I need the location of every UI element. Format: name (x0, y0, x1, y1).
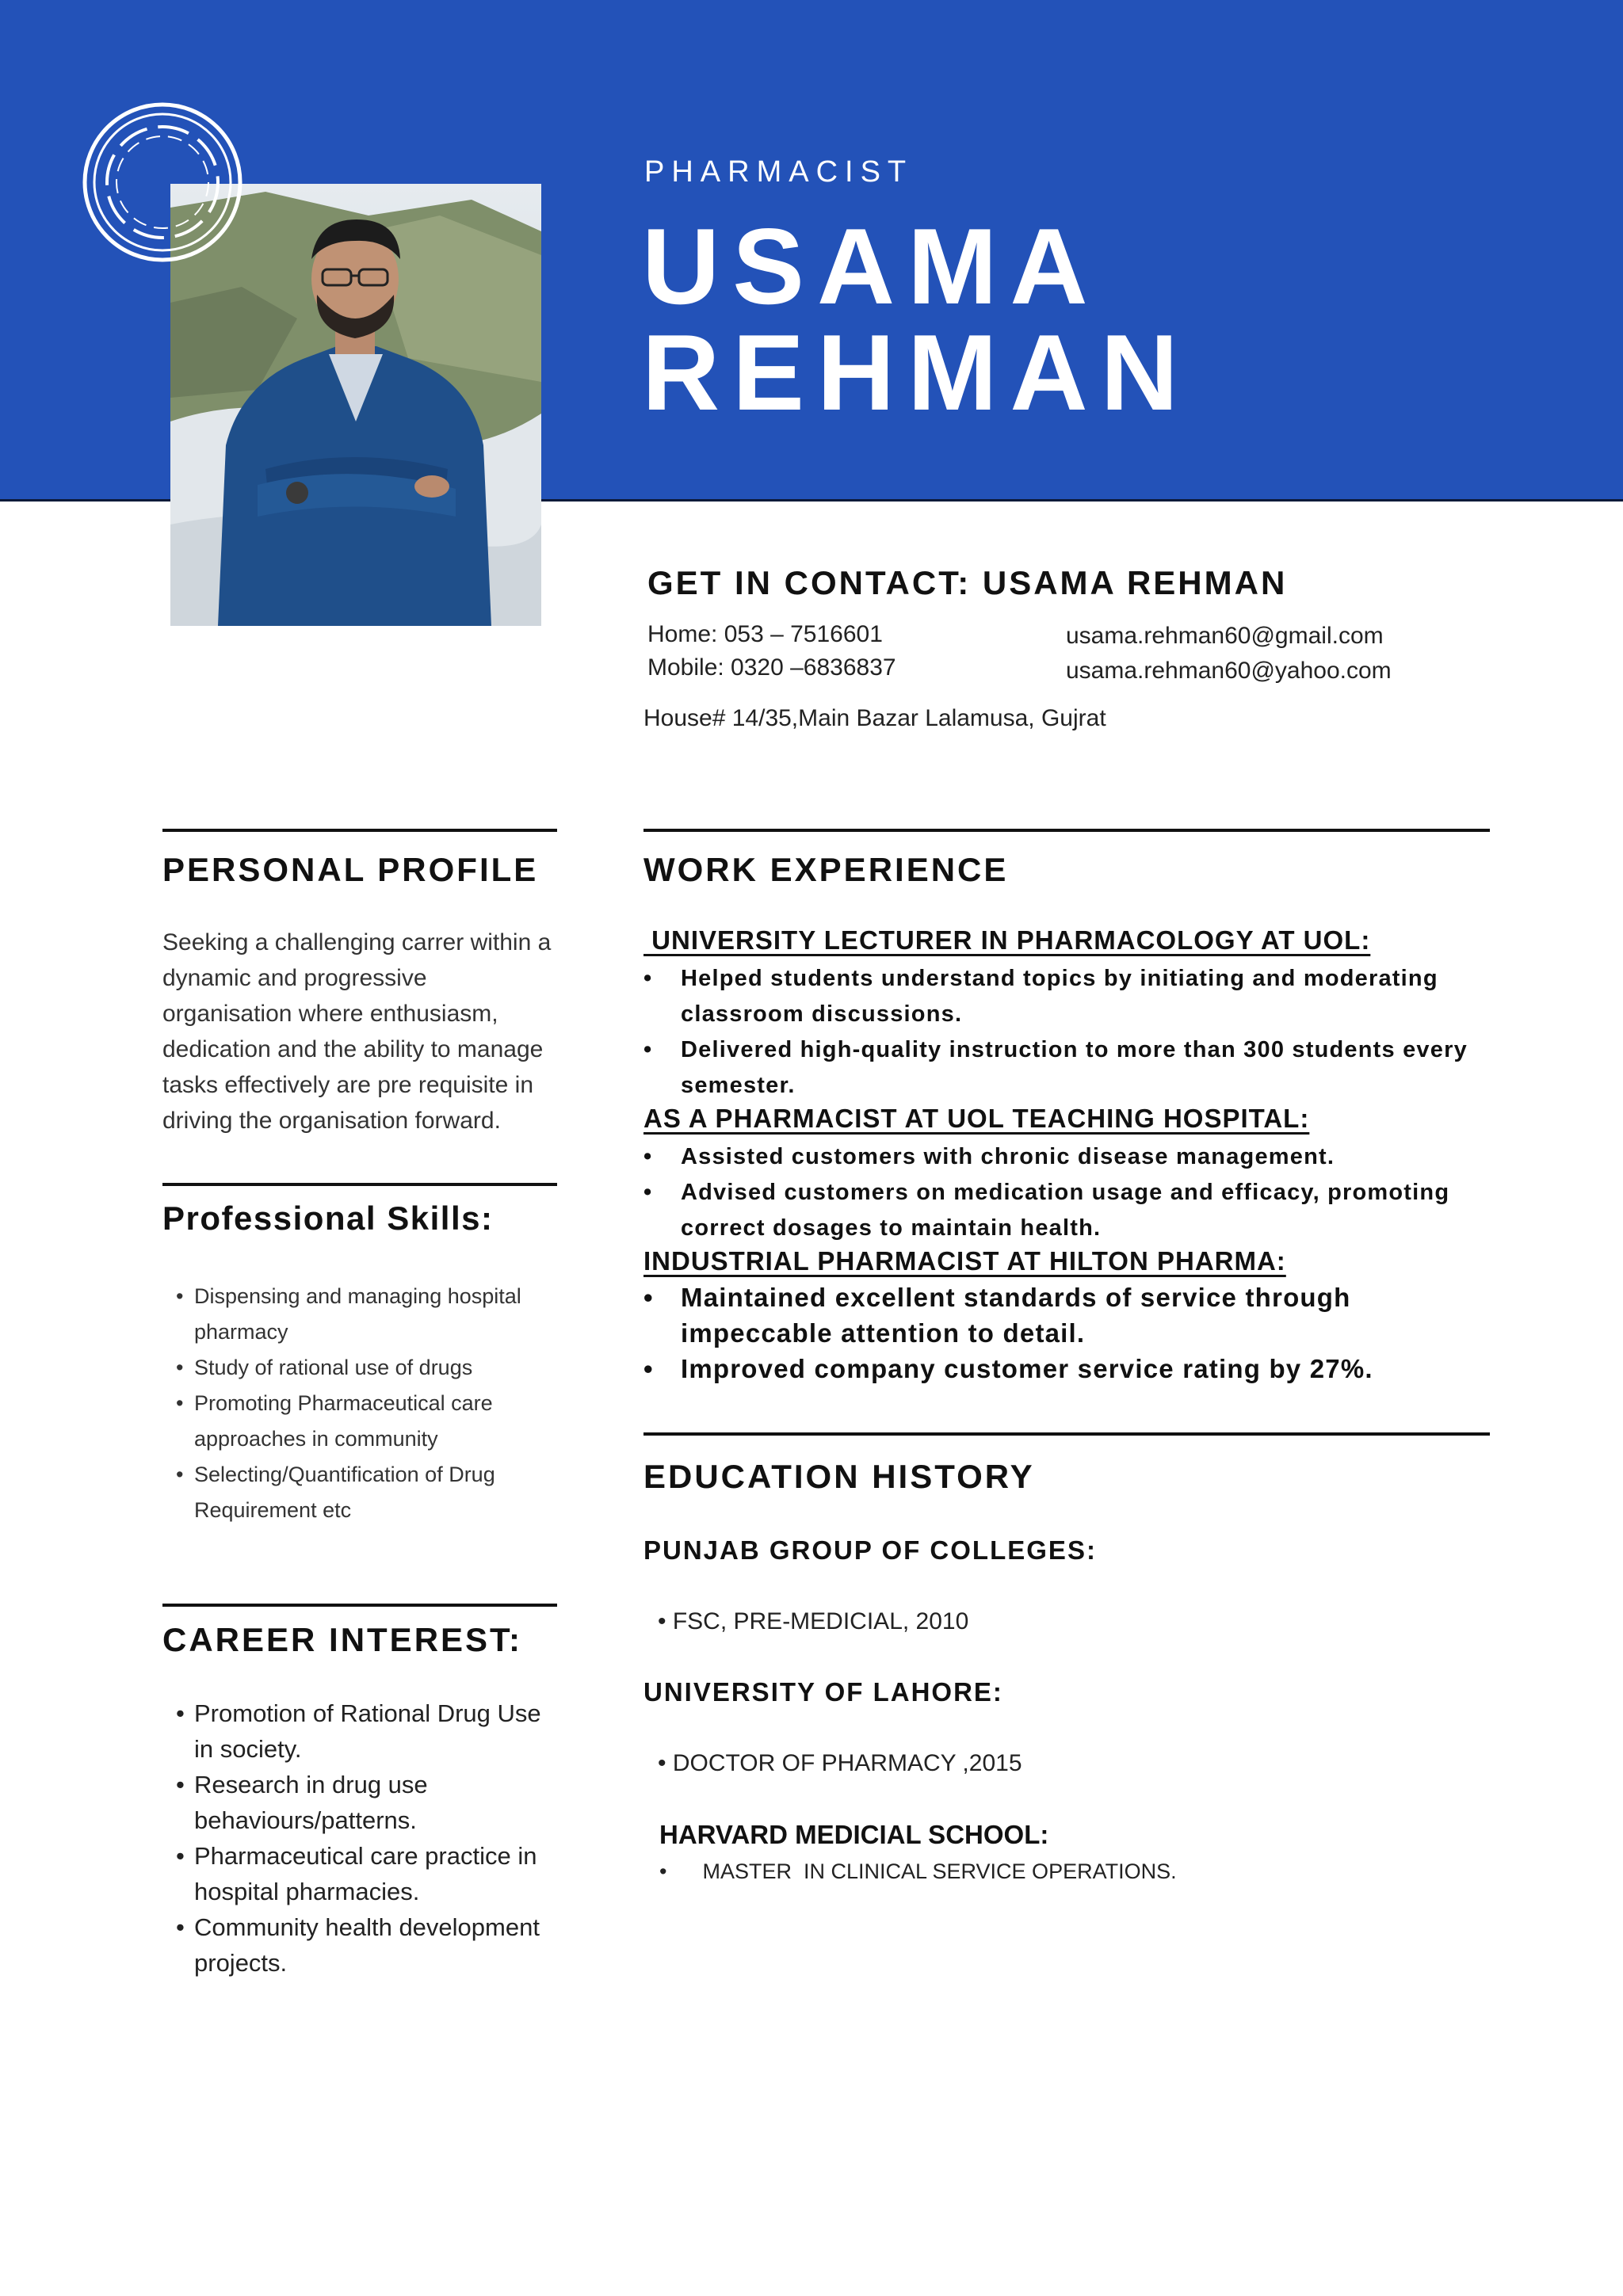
list-item: • Improved company customer service rating by 27%. (643, 1351, 1436, 1386)
list-item: • Helped students understand topics by initiating and moderating classroom discussions. (643, 961, 1484, 1032)
email-yahoo[interactable]: usama.rehman60@yahoo.com (1066, 658, 1392, 684)
skills-list (162, 1279, 559, 1528)
address: House# 14/35,Main Bazar Lalamusa, Gujrat (643, 705, 1106, 731)
skills-title: Professional Skills: (162, 1199, 494, 1237)
edu-item-harvard: • MASTER IN CLINICAL SERVICE OPERATIONS. (659, 1859, 1177, 1883)
list-item: • Promoting Pharmaceutical care approaches in community (162, 1386, 559, 1457)
skills-divider (162, 1183, 557, 1186)
list-item: • Assisted customers with chronic disease management. (643, 1139, 1484, 1175)
list-item: • Advised customers on medication usage and efficacy, promoting correct dosages to maintain health. (643, 1175, 1484, 1246)
education-title: EDUCATION HISTORY (643, 1458, 1035, 1495)
list-item: • Pharmaceutical care practice in hospital pharmacies. (162, 1838, 559, 1909)
profile-text: Seeking a challenging carrer within a dynamic and progressive organisation where enthusiasm, dedication and the ability to manage tasks effectively are pre requisite in driving the organisation forward. (162, 929, 552, 1134)
list-item: • Delivered high-quality instruction to more than 300 students every semester. (643, 1032, 1484, 1104)
profile-divider (162, 829, 557, 832)
list-item: • Maintained excellent standards of service through impeccable attention to detail. (643, 1280, 1436, 1351)
edu-school-harvard: HARVARD MEDICIAL SCHOOL: (659, 1820, 1049, 1849)
education-divider (643, 1432, 1490, 1436)
job-heading-industrial: INDUSTRIAL PHARMACIST AT HILTON PHARMA: (643, 1246, 1286, 1276)
career-divider (162, 1604, 557, 1607)
first-name: USAMA (642, 206, 1101, 326)
job-heading-lecturer: UNIVERSITY LECTURER IN PHARMACOLOGY AT UOL: (643, 925, 1371, 955)
job-bullets-pharmacist (643, 1139, 1484, 1246)
list-item: • Selecting/Quantification of Drug Requirement etc (162, 1457, 559, 1528)
profile-title: PERSONAL PROFILE (162, 851, 539, 888)
job-title: PHARMACIST (644, 155, 914, 189)
career-list (162, 1695, 559, 1981)
work-divider (643, 829, 1490, 832)
email-gmail[interactable]: usama.rehman60@gmail.com (1066, 623, 1384, 649)
job-bullets-industrial (643, 1280, 1436, 1386)
edu-item-punjab: • FSC, PRE-MEDICIAL, 2010 (658, 1608, 969, 1634)
career-title: CAREER INTEREST: (162, 1621, 523, 1658)
work-title: WORK EXPERIENCE (643, 851, 1009, 888)
edu-school-punjab: PUNJAB GROUP OF COLLEGES: (643, 1535, 1097, 1565)
job-bullets-lecturer (643, 961, 1484, 1104)
job-heading-pharmacist: AS A PHARMACIST AT UOL TEACHING HOSPITAL: (643, 1104, 1310, 1133)
edu-item-lahore: • DOCTOR OF PHARMACY ,2015 (658, 1750, 1022, 1776)
list-item: • Promotion of Rational Drug Use in society. (162, 1695, 559, 1767)
contact-heading: GET IN CONTACT: USAMA REHMAN (647, 564, 1288, 601)
last-name: REHMAN (642, 312, 1191, 433)
list-item: • Dispensing and managing hospital pharmacy (162, 1279, 559, 1350)
list-item: • Research in drug use behaviours/patterns. (162, 1767, 559, 1838)
list-item: • Study of rational use of drugs (162, 1350, 559, 1386)
circular-emblem-icon (79, 99, 246, 265)
edu-school-lahore: UNIVERSITY OF LAHORE: (643, 1677, 1003, 1707)
list-item: • Community health development projects. (162, 1909, 559, 1981)
home-phone: Home: 053 – 7516601 (647, 621, 883, 647)
mobile-phone: Mobile: 0320 –6836837 (647, 654, 896, 681)
